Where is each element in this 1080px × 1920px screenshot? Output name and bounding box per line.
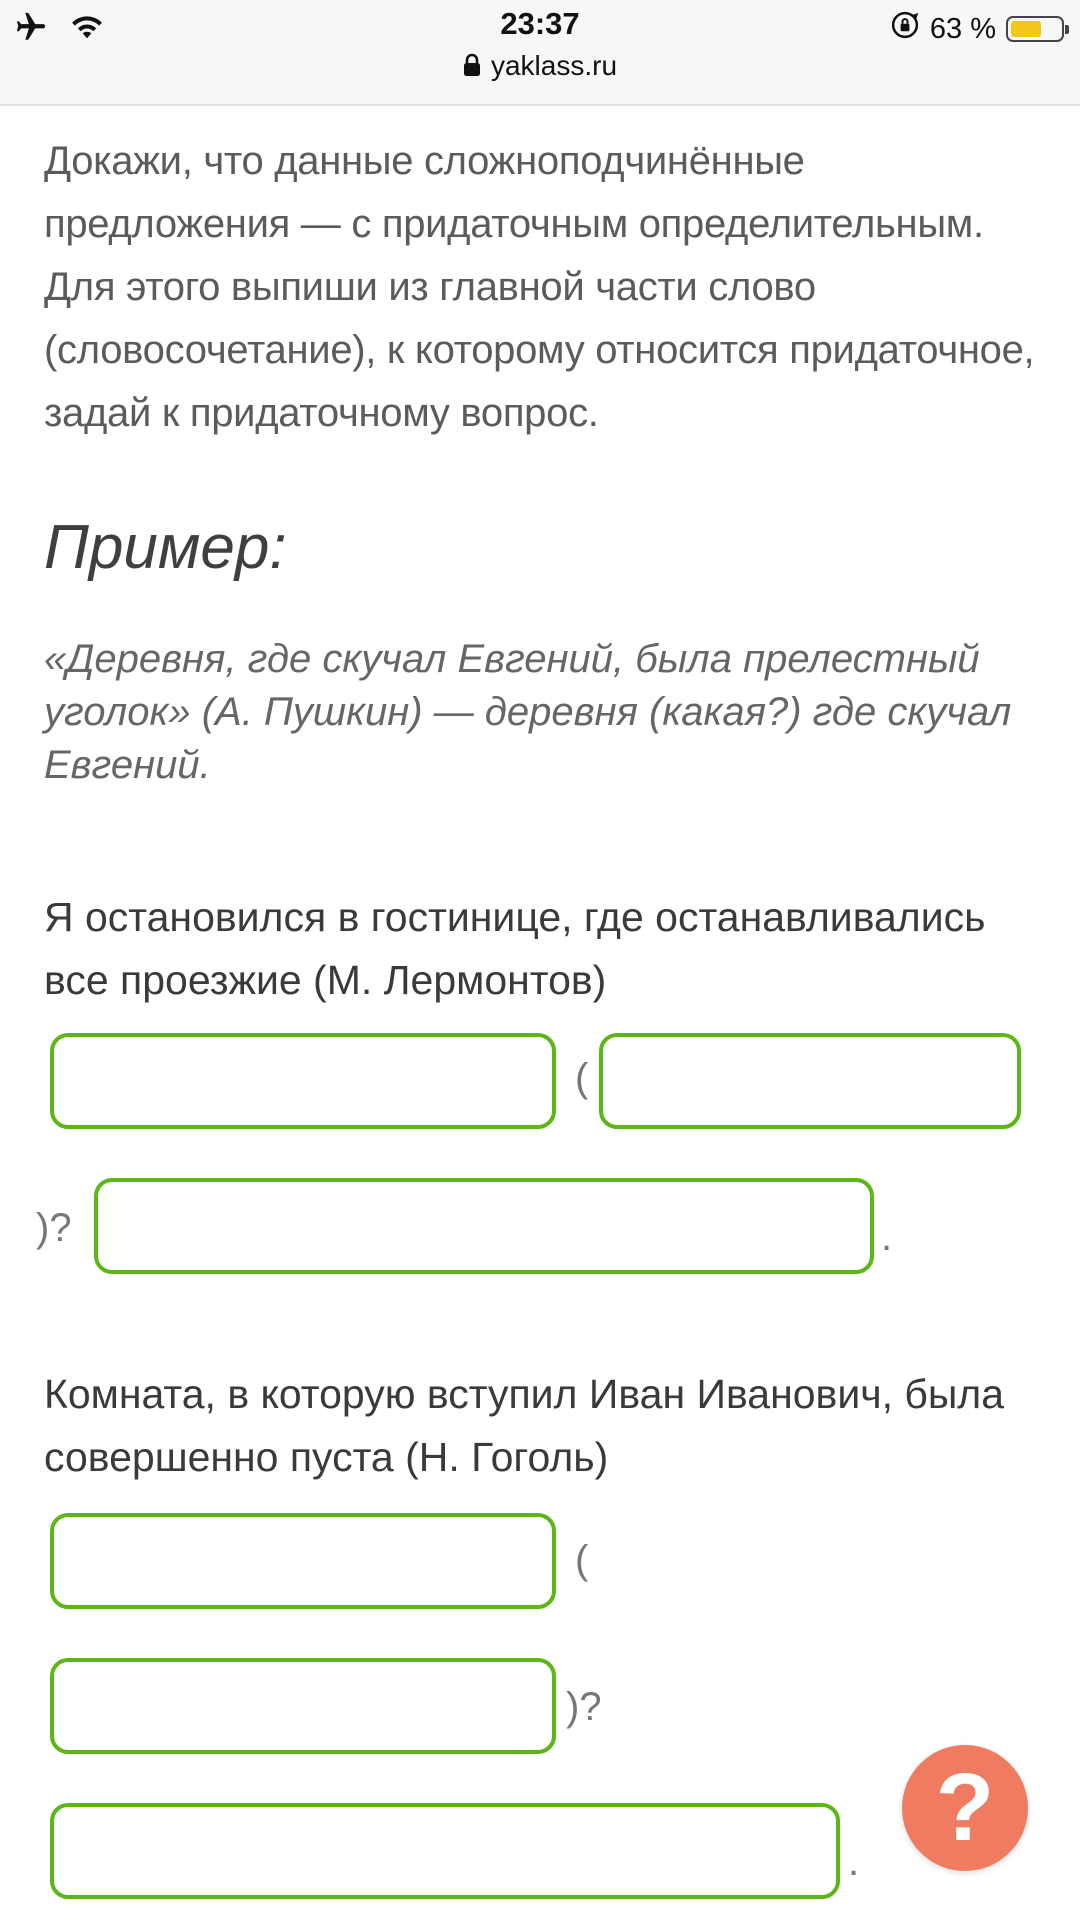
exercise-1-sentence: Я остановился в гостинице, где останавливались все проезжие (М. Лермонтов) — [44, 894, 986, 1003]
battery-percent: 63 % — [929, 12, 996, 45]
status-right — [890, 10, 1064, 48]
exercise-2-word-field[interactable] — [50, 1513, 556, 1609]
exercise-2-question-field[interactable] — [50, 1658, 556, 1754]
task-instructions: Докажи, что данные сложноподчинённые предложения — с придаточным определительным. Для этого выпиши из главной части слово (словосочетание), к которому относится придаточное, задай к придаточному вопрос. — [44, 139, 1035, 435]
url-text: yaklass.ru — [490, 50, 618, 81]
task-content — [44, 130, 1044, 445]
lock-icon — [463, 52, 481, 84]
exercise-2-open-paren: ( — [575, 1538, 589, 1582]
exercise-2-clause-field[interactable] — [50, 1803, 840, 1899]
exercise-2-close-paren: )? — [566, 1685, 602, 1729]
exercise-2-sentence: Комната, в которую вступил Иван Иванович, была совершенно пуста (Н. Гоголь) — [44, 1371, 1005, 1480]
battery-fill — [1011, 21, 1041, 37]
help-button[interactable]: ? — [902, 1745, 1028, 1871]
orientation-lock-icon — [890, 10, 920, 48]
address-bar[interactable] — [0, 50, 1080, 84]
example-text: «Деревня, где скучал Евгений, была прелестный уголок» (А. Пушкин) — деревня (какая?) где скучал Евгений. — [44, 637, 1012, 787]
example-heading: Пример: — [44, 513, 287, 582]
exercise-1-close-paren: )? — [36, 1206, 72, 1250]
status-time: 23:37 — [500, 6, 580, 41]
exercise-2-period: . — [848, 1840, 860, 1884]
exercise-1-question-field[interactable] — [599, 1033, 1021, 1129]
battery-icon — [1006, 16, 1064, 42]
exercise-1-open-paren: ( — [575, 1056, 589, 1100]
exercise-1-period: . — [881, 1215, 893, 1259]
exercise-1-word-field[interactable] — [50, 1033, 556, 1129]
exercise-1-clause-field[interactable] — [94, 1178, 874, 1274]
status-bar — [0, 0, 1080, 106]
